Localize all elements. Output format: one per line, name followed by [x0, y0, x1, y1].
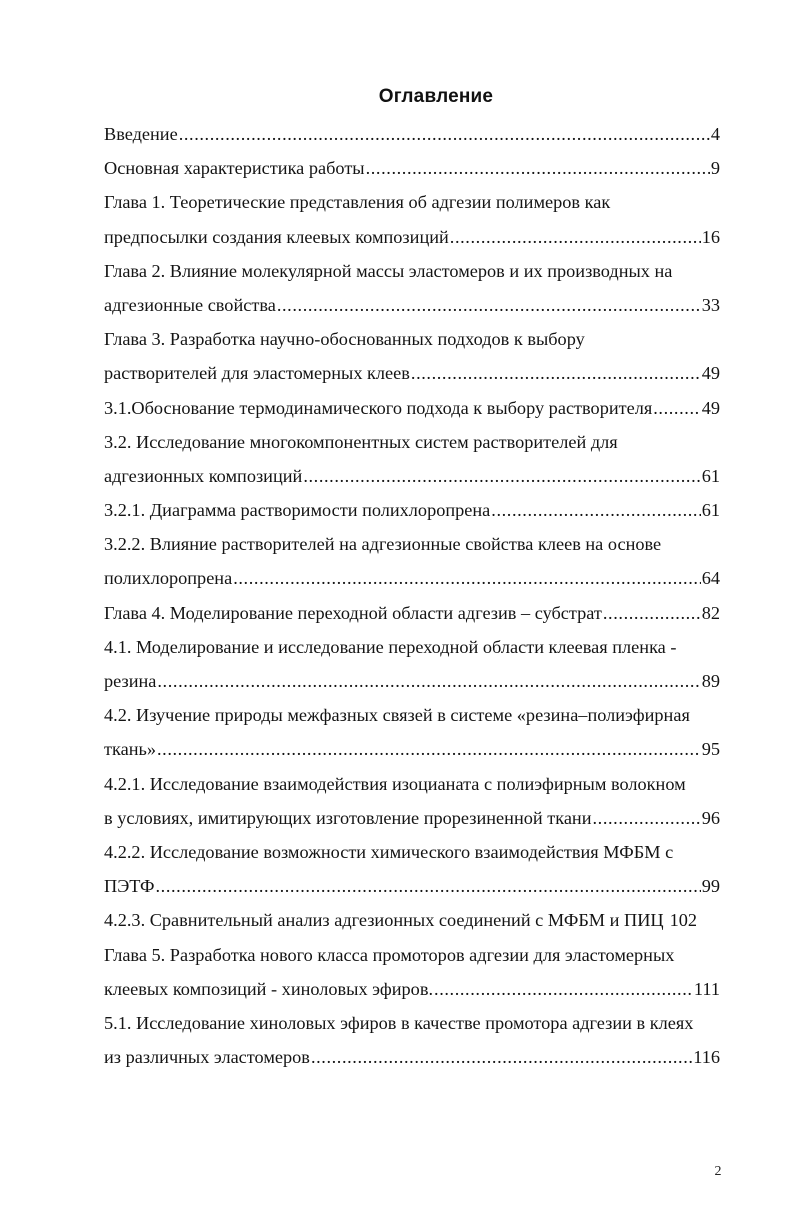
toc-entry[interactable]	[104, 527, 720, 595]
toc-entry-text: из различных эластомеров	[104, 1047, 310, 1068]
toc-entry-text: 5.1. Исследование хиноловых эфиров в качестве промотора адгезии в клеях	[104, 1012, 694, 1033]
dot-leader	[434, 972, 693, 1006]
toc-entry-text: 4.2. Изучение природы межфазных связей в системе «резина–полиэфирная	[104, 705, 690, 726]
toc-entry-page: 49	[701, 363, 720, 384]
dot-leader	[491, 493, 700, 527]
dot-leader	[157, 664, 700, 698]
toc-entry-text: адгезионных композиций	[104, 465, 303, 486]
toc-entry-text: 3.2. Исследование многокомпонентных систем растворителей для	[104, 431, 618, 452]
toc-entry[interactable]	[104, 493, 720, 527]
dot-leader	[233, 561, 701, 595]
toc-entry[interactable]	[104, 835, 720, 903]
toc-entry-text: клеевых композиций - хиноловых эфиров.	[104, 978, 434, 999]
toc-entry-page: 96	[701, 807, 720, 828]
toc-entry[interactable]	[104, 1006, 720, 1074]
toc-entry[interactable]	[104, 391, 720, 425]
toc-entry-text: ткань»	[104, 739, 156, 760]
toc-entry-page: 16	[701, 226, 720, 247]
toc-entry-page: 9	[710, 158, 720, 179]
toc-entry[interactable]	[104, 596, 720, 630]
toc-entry-text: 3.2.1. Диаграмма растворимости полихлоропрена	[104, 500, 491, 521]
dot-leader	[277, 288, 701, 322]
dot-leader	[653, 391, 700, 425]
toc-entry[interactable]	[104, 151, 720, 185]
toc-entry-page: 111	[693, 978, 720, 999]
toc-entry-text: в условиях, имитирующих изготовление прорезиненной ткани	[104, 807, 592, 828]
toc-entry-text: Глава 1. Теоретические представления об адгезии полимеров как	[104, 192, 611, 213]
page-number: 2	[714, 1164, 722, 1179]
toc-entry[interactable]	[104, 322, 720, 390]
toc-entry-text: 3.2.2. Влияние растворителей на адгезионные свойства клеев на основе	[104, 534, 662, 555]
toc-entry-page: 4	[710, 124, 720, 144]
toc-entry-text: предпосылки создания клеевых композиций	[104, 226, 449, 247]
dot-leader	[157, 732, 701, 766]
toc-entry[interactable]	[104, 254, 720, 322]
toc-entry-page: 82	[701, 602, 720, 623]
dot-leader	[311, 1040, 692, 1074]
toc-entry-page: 102	[669, 910, 698, 931]
toc-entry[interactable]	[104, 767, 720, 835]
toc-entry-page: 89	[701, 671, 720, 691]
dot-leader	[450, 220, 701, 254]
toc-entry-text: Глава 3. Разработка научно-обоснованных подходов к выбору	[104, 329, 585, 350]
toc-entry-text: адгезионные свойства	[104, 294, 276, 315]
dot-leader	[366, 151, 710, 185]
toc-entry-text: 4.1. Моделирование и исследование переходной области клеевая пленка -	[104, 636, 677, 657]
toc-entry-text: 3.1.Обоснование термодинамического подхода к выбору растворителя	[104, 397, 653, 418]
dot-leader	[303, 459, 700, 493]
toc-entry-page: 116	[693, 1047, 720, 1068]
dot-leader	[593, 801, 701, 835]
toc-entry[interactable]	[104, 117, 720, 151]
toc-entry-text: Введение	[104, 124, 178, 144]
toc-entry-page: 61	[701, 465, 720, 486]
toc-entry-text: 4.2.3. Сравнительный анализ адгезионных соединений с МФБМ и ПИЦ	[104, 910, 664, 931]
table-of-contents	[104, 117, 720, 1074]
dot-leader	[411, 356, 701, 390]
toc-entry-text: Основная характеристика работы	[104, 158, 365, 179]
toc-entry[interactable]	[104, 903, 720, 937]
toc-entry-text: полихлоропрена	[104, 568, 233, 589]
toc-entry-page: 49	[701, 397, 720, 418]
toc-entry-text: Глава 5. Разработка нового класса промоторов адгезии для эластомерных	[104, 944, 675, 965]
toc-entry-text: резина	[104, 671, 157, 691]
dot-leader	[179, 117, 710, 151]
dot-leader	[603, 596, 701, 630]
page-title: Оглавление	[378, 86, 494, 107]
toc-entry[interactable]	[104, 630, 720, 698]
toc-entry-page: 64	[701, 568, 720, 589]
toc-entry-text: 4.2.1. Исследование взаимодействия изоцианата с полиэфирным волокном	[104, 773, 686, 794]
toc-entry-text: ПЭТФ	[104, 876, 155, 897]
toc-entry[interactable]	[104, 938, 720, 1006]
toc-entry[interactable]	[104, 185, 720, 253]
toc-entry-text: Глава 2. Влияние молекулярной массы эластомеров и их производных на	[104, 260, 673, 281]
toc-entry-text: 4.2.2. Исследование возможности химического взаимодействия МФБМ с	[104, 841, 674, 862]
toc-entry-text: Глава 4. Моделирование переходной области адгезив – субстрат	[104, 602, 602, 623]
toc-entry[interactable]	[104, 425, 720, 493]
toc-entry-page: 33	[701, 294, 720, 315]
dot-leader	[155, 869, 700, 903]
toc-entry-page: 95	[701, 739, 720, 760]
toc-entry-page: 99	[701, 876, 720, 897]
toc-entry-page: 61	[701, 500, 720, 521]
toc-entry-text: растворителей для эластомерных клеев	[104, 363, 410, 384]
toc-entry[interactable]	[104, 698, 720, 766]
